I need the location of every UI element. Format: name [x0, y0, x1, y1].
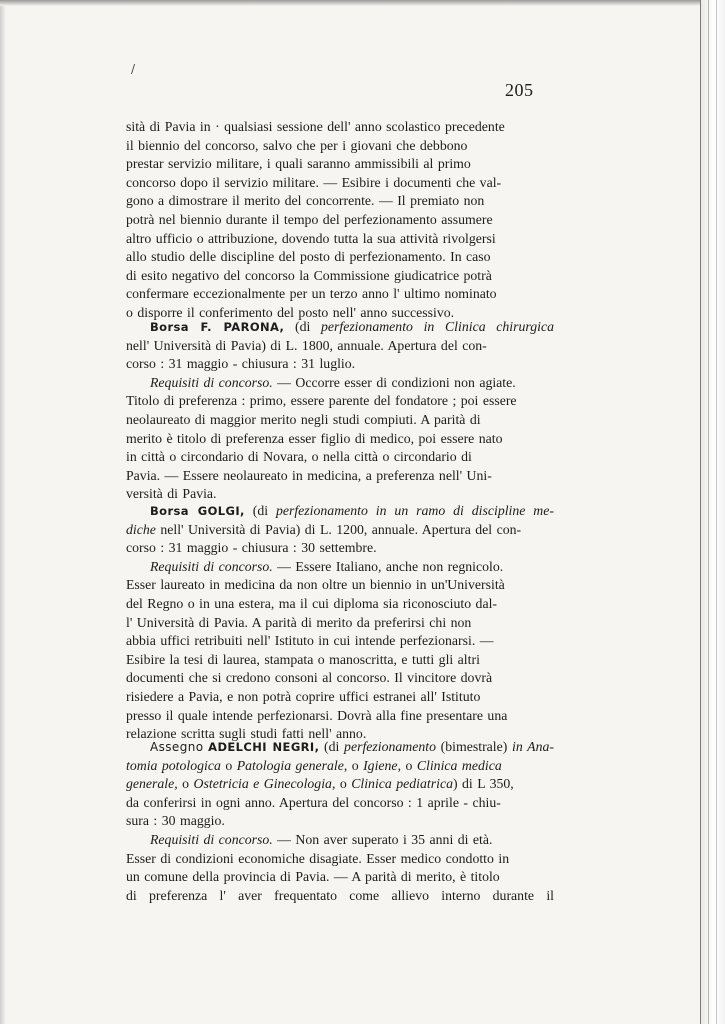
text-line: Esser laureato in medicina da non oltre un biennio in un'Università [126, 577, 505, 593]
text-line: l' Università di Pavia. A parità di merito da preferirsi chi non [126, 614, 472, 630]
italic-text: perfezionamento [344, 739, 437, 754]
parona-entry: nell' Università di Pavia) di L. 1800, annuale. Apertura del con- corso : 31 maggio - chiusura : 31 luglio. Requisiti di concorso. — Occorre esser di condizioni non agiate. Titolo di preferenza : primo, essere parente del fondatore ; poi essere neolaureato di maggior merito negli studi compiuti. A parità di merito è titolo di preferenza esser figlio di medico, poi essere nato in città o circondario di Novara, o nella città o circondario di Pavia. — Essere neolaureato in medicina, a preferenza nell' Uni- versità di Pavia. [126, 337, 554, 504]
text-line: relazione scritta sugli studi fatti nell' anno. [126, 726, 367, 742]
page-number: 205 [505, 80, 534, 100]
text-line: sità di Pavia in · qualsiasi sessione dell' anno scolastico precedente [126, 119, 505, 134]
golgi-heading-line: Borsa GOLGI, (di perfezionamento in un ramo di discipline me- [150, 503, 554, 518]
text-line: Titolo di preferenza : primo, essere parente del fondatore ; poi essere [126, 393, 517, 409]
text-line: sura : 30 maggio. [126, 813, 225, 829]
text-line: nell' Università di Pavia) di L. 1800, annuale. Apertura del con- [126, 337, 487, 353]
text-line: corso : 31 maggio - chiusura : 30 settembre. [126, 540, 377, 556]
negri-heading-line: Assegno ADELCHI NEGRI, (di perfezionamento (bimestrale) in Ana- [150, 739, 554, 754]
negri-entry: tomia potologica o Patologia generale, o Igiene, o Clinica medica generale, o Ostetricia e Ginecologia, o Clinica pediatrica) di L 350, da conferirsi in ogni anno. Apertura del concorso : 1 aprile - chiu- sura : 30 maggio. Requisiti di concorso. — Non aver superato i 35 anni di età. Esser di condizioni economiche disagiate. Esser medico condotto in un comune della provincia di Pavia. — A parità di merito, è titolo di preferenza l' aver frequentato come allievo interno durante il [126, 757, 554, 906]
continuation-paragraph [126, 118, 554, 323]
ink-mark: / [131, 62, 136, 76]
text-line: o disporre il conferimento del posto nell' anno successivo. [126, 304, 455, 320]
text-line: allo studio delle discipline del posto di perfezionamento. In caso [126, 249, 491, 265]
text-line: gono a dimostrare il merito del concorrente. — Il premiato non [126, 193, 485, 209]
text-line: in città o circondario di Novara, o nella città o circondario di [126, 449, 472, 465]
text-line: abbia uffici retribuiti nell' Istituto in cui intende perfezionarsi. — [126, 633, 494, 649]
text-line: da conferirsi in ogni anno. Apertura del concorso : 1 aprile - chiu- [126, 794, 501, 810]
entry-label: ADELCHI NEGRI, [208, 740, 320, 754]
page-top-shadow [0, 0, 725, 6]
text-line: presso il quale intende perfezionarsi. Dovrà alla fine presentare una [126, 707, 508, 723]
text-line: versità di Pavia. [126, 486, 217, 502]
text-line: un comune della provincia di Pavia. — A parità di merito, è titolo [126, 869, 500, 885]
text-line: concorso dopo il servizio militare. — Esibire i documenti che val- [126, 174, 502, 190]
page-edge-line [700, 0, 701, 1024]
text-line: del Regno o in una estera, ma il cui diploma sia riconosciuto dal- [126, 595, 498, 611]
text-line: documenti che si credono consoni al concorso. Il vincitore dovrà [126, 670, 493, 686]
parona-heading-line: Borsa F. PARONA, (di perfezionamento in Clinica chirurgica [150, 319, 554, 334]
entry-label: Borsa GOLGI, [150, 504, 245, 518]
page-edge-line-3 [716, 0, 717, 1024]
italic-text: in Ana- [512, 739, 554, 754]
italic-text: Requisiti di concorso. [150, 374, 273, 390]
italic-text: Requisiti di concorso. [150, 831, 273, 847]
italic-text: perfezionamento in Clinica chirurgica [320, 319, 554, 334]
text-line: Esser di condizioni economiche disagiate. Esser medico condotto in [126, 850, 510, 866]
text-line: merito è titolo di preferenza esser figlio di medico, poi essere nato [126, 430, 503, 446]
text-line: altro ufficio o attribuzione, dovendo tutta la sua attività rivolgersi [126, 230, 496, 246]
text-line: corso : 31 maggio - chiusura : 31 luglio. [126, 356, 356, 372]
text-line: di preferenza l' aver frequentato come allievo interno durante il [126, 887, 554, 903]
text-line: potrà nel biennio durante il tempo del perfezionamento assumere [126, 211, 493, 227]
entry-label: Borsa F. PARONA, [150, 320, 285, 334]
italic-text: Requisiti di concorso. [150, 558, 273, 574]
text-line: risiedere a Pavia, e non potrà coprire uffici estranei all' Istituto [126, 688, 481, 704]
italic-text: perfezionamento in un ramo di discipline me- [275, 503, 554, 518]
text-line: il biennio del concorso, salvo che per i giovani che debbono [126, 137, 468, 153]
text-line: Esibire la tesi di laurea, stampata o manoscritta, e tutti gli altri [126, 651, 480, 667]
entry-label-prefix: Assegno [150, 740, 204, 754]
text-line: Pavia. — Essere neolaureato in medicina, a preferenza nell' Uni- [126, 467, 492, 483]
page-stack-edge [700, 0, 725, 1024]
text-line: neolaureato di maggior merito negli studi compiuti. A parità di [126, 411, 481, 427]
text-line: confermare eccezionalmente per un terzo anno l' ultimo nominato [126, 286, 497, 302]
page-edge-line-2 [708, 0, 709, 1024]
golgi-entry: diche nell' Università di Pavia) di L. 1200, annuale. Apertura del con- corso : 31 maggio - chiusura : 30 settembre. Requisiti di concorso. — Essere Italiano, anche non regnicolo. Esser laureato in medicina da non oltre un biennio in un'Università del Regno o in una estera, ma il cui diploma sia riconosciuto dal- l' Università di Pavia. A parità di merito da preferirsi chi non abbia uffici retribuiti nell' Istituto in cui intende perfezionarsi. — Esibire la tesi di laurea, stampata o manoscritta, e tutti gli altri documenti che si credono consoni al concorso. Il vincitore dovrà risiedere a Pavia, e non potrà coprire uffici estranei all' Istituto presso il quale intende perfezionarsi. Dovrà alla fine presentare una relazione scritta sugli studi fatti nell' anno. [126, 521, 554, 744]
page-left-shadow [0, 0, 6, 1024]
italic-text: diche [126, 521, 156, 537]
text-line: prestar servizio militare, i quali saranno ammissibili al primo [126, 156, 471, 172]
text-line: di esito negativo del concorso la Commissione giudicatrice potrà [126, 267, 492, 283]
